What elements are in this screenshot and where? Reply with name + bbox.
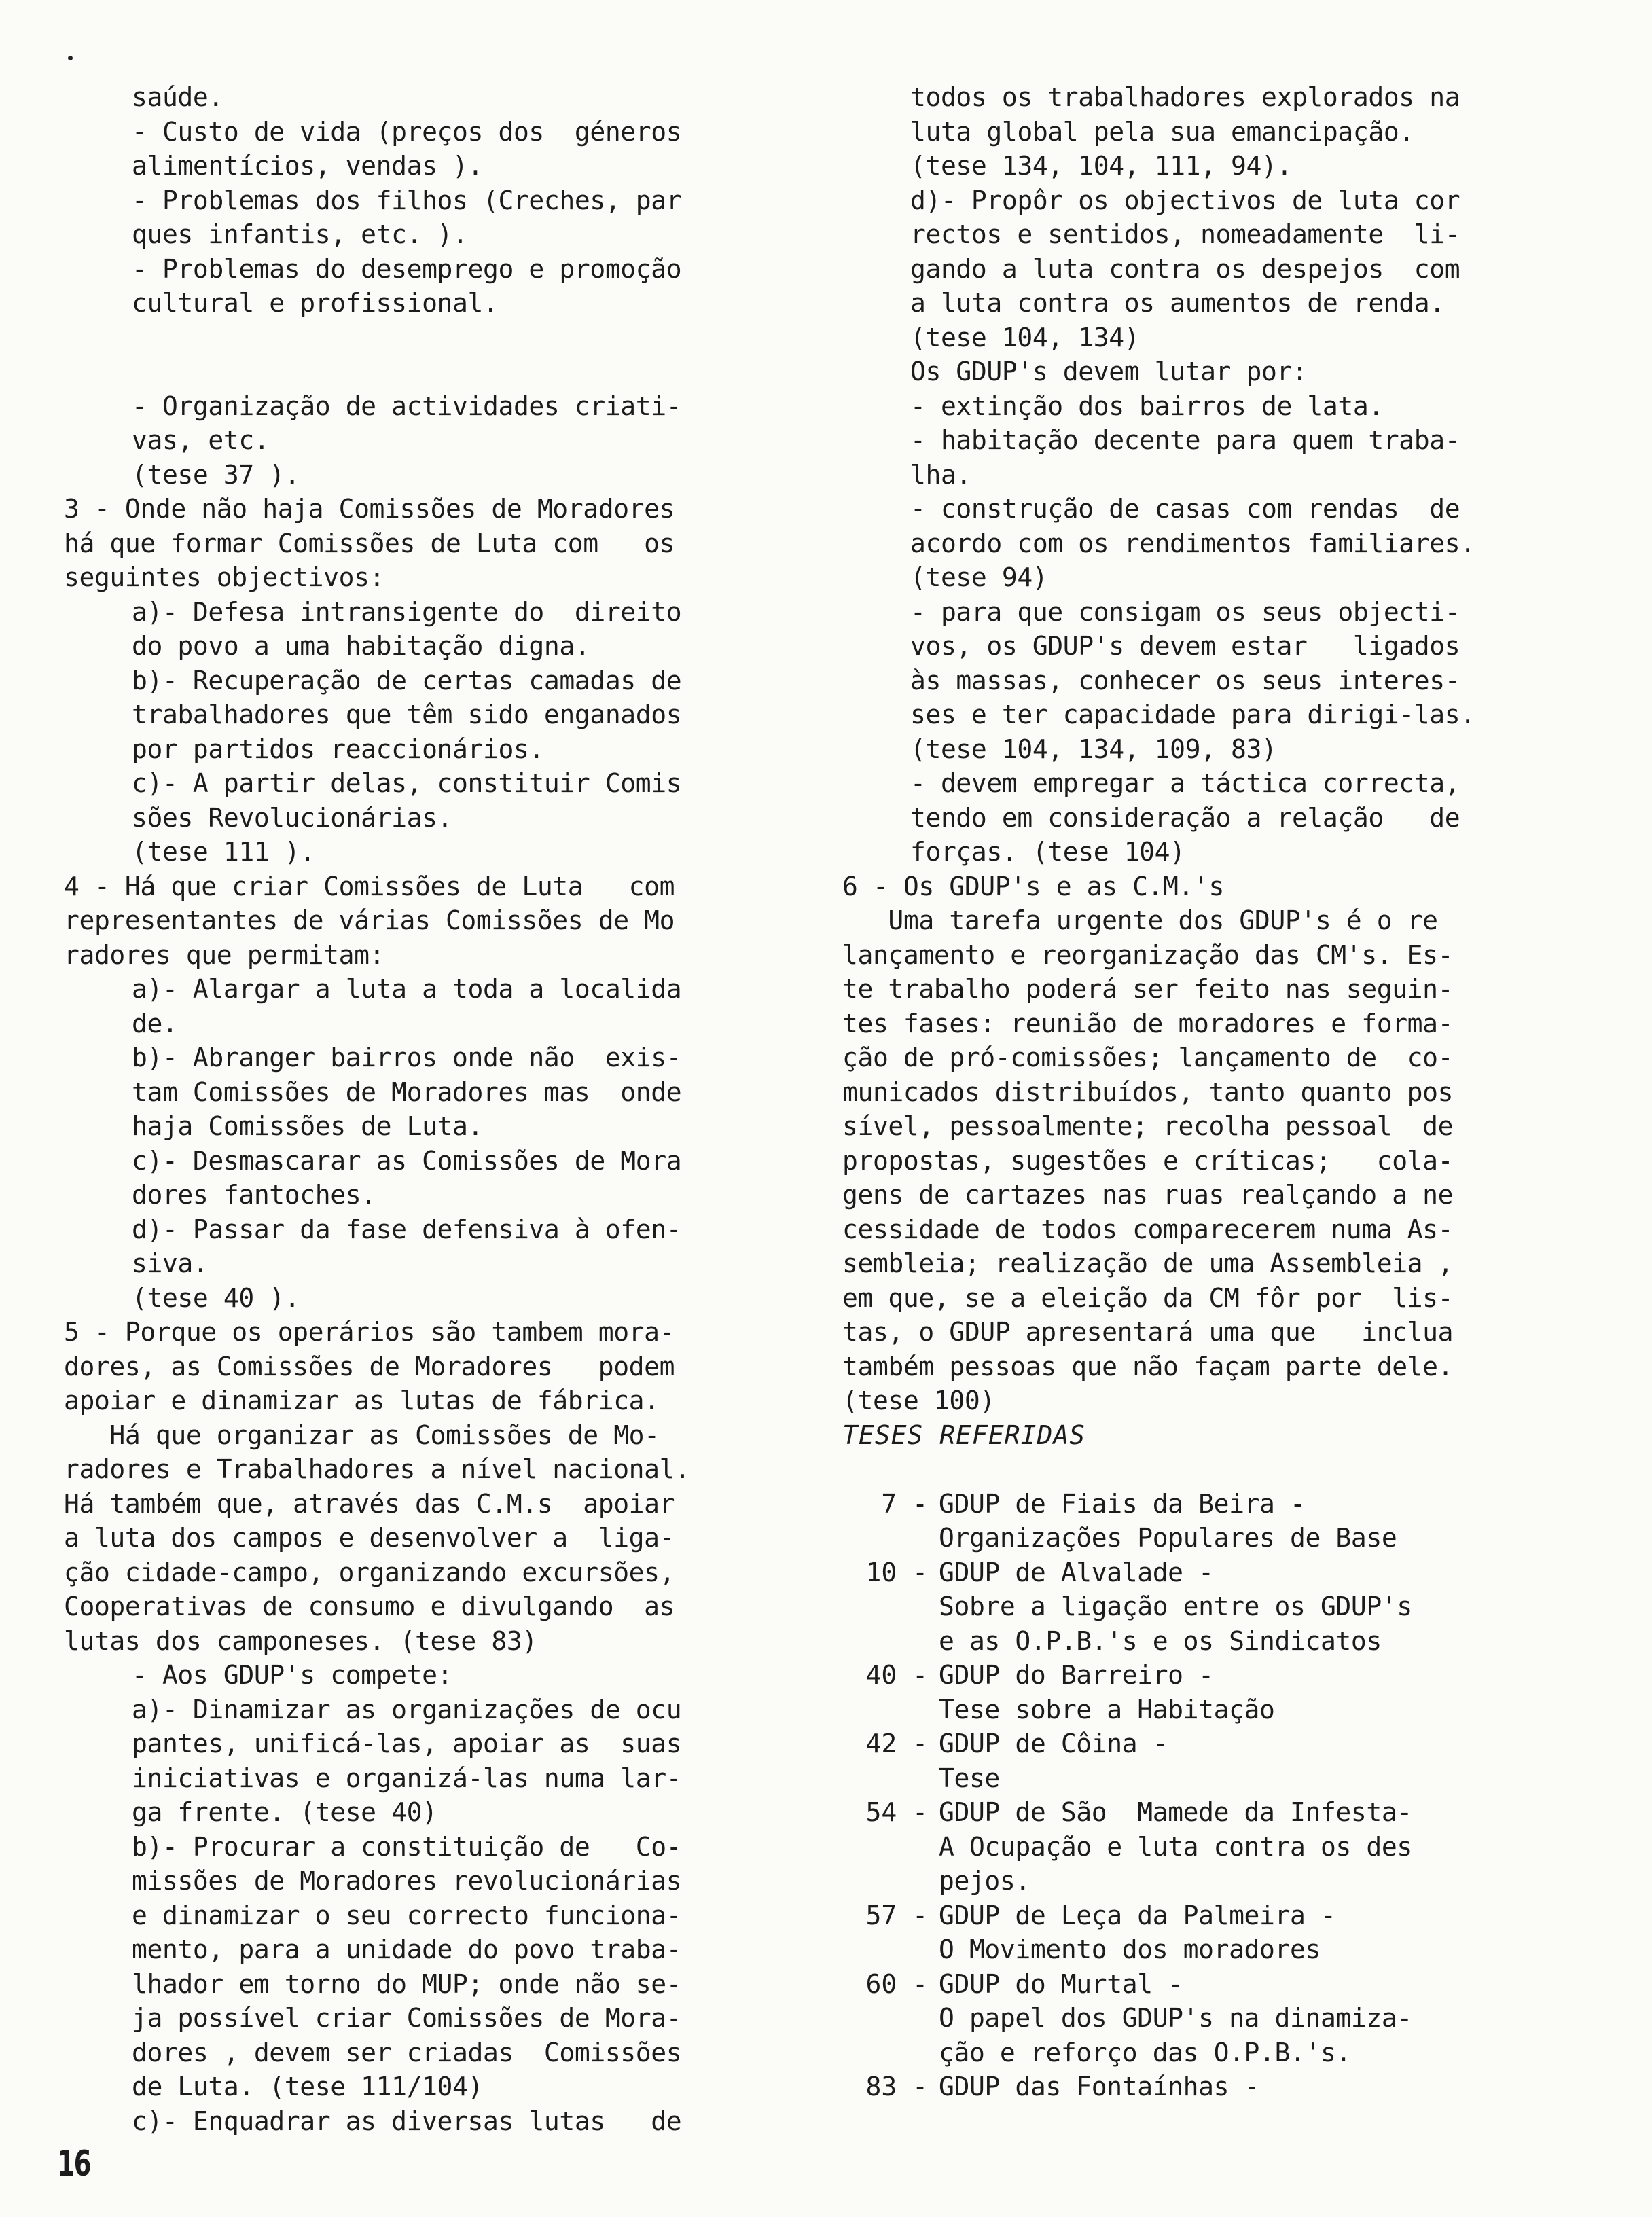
reference-line: O papel dos GDUP's na dinamiza-: [939, 2003, 1412, 2033]
text-line: alimentícios, vendas ).: [132, 151, 483, 181]
text-line: de Luta. (tese 111/104): [132, 2072, 483, 2102]
reference-line: GDUP do Barreiro -: [939, 1660, 1214, 1690]
text-line: siva.: [132, 1248, 209, 1278]
text-line: em que, se a eleição da CM fôr por lis-: [842, 1282, 1454, 1313]
reference-line: GDUP de Leça da Palmeira -: [939, 1900, 1336, 1930]
text-line: vas, etc.: [132, 425, 270, 455]
text-line: - Organização de actividades criati-: [132, 391, 682, 421]
text-line: por partidos reaccionários.: [132, 734, 544, 764]
text-line: Há também que, através das C.M.s apoiar: [64, 1488, 675, 1519]
reference-item: [842, 1658, 1549, 1727]
text-line: (tese 100): [842, 1386, 995, 1416]
reference-item: [842, 1487, 1549, 1555]
reference-line: GDUP do Murtal -: [939, 1968, 1183, 1999]
text-line: tes fases: reunião de moradores e forma-: [842, 1008, 1454, 1039]
text-line: b)- Procurar a constituição de Co-: [132, 1831, 682, 1862]
reference-text: [939, 1658, 1549, 1727]
text-line: sões Revolucionárias.: [132, 802, 453, 833]
text-line: a luta contra os aumentos de renda.: [910, 288, 1445, 318]
reference-line: Tese sobre a Habitação: [939, 1694, 1275, 1725]
reference-item: [842, 2070, 1549, 2104]
text-line: 4 - Há que criar Comissões de Luta com: [64, 871, 675, 901]
text-line: c)- Enquadrar as diversas lutas de: [132, 2106, 682, 2136]
text-line: propostas, sugestões e críticas; cola-: [842, 1145, 1454, 1176]
text-line: ques infantis, etc. ).: [132, 219, 468, 249]
text-line: cessidade de todos comparecerem numa As-: [842, 1214, 1454, 1244]
reference-line: Organizações Populares de Base: [939, 1523, 1397, 1553]
text-line: lançamento e reorganização das CM's. Es-: [842, 939, 1454, 970]
text-line: c)- A partir delas, constituir Comis: [132, 768, 682, 798]
text-line: sembleia; realização de uma Assembleia ,: [842, 1248, 1454, 1278]
reference-line: O Movimento dos moradores: [939, 1934, 1321, 1964]
reference-line: A Ocupação e luta contra os des: [939, 1831, 1412, 1862]
text-line: trabalhadores que têm sido enganados: [132, 700, 682, 729]
spacer: [842, 1452, 1549, 1487]
reference-line: GDUP de São Mamede da Infesta-: [939, 1797, 1412, 1827]
reference-item: [842, 1898, 1549, 1967]
text-line: municados distribuídos, tanto quanto pos: [842, 1077, 1454, 1107]
text-line: (tese 37 ).: [132, 459, 300, 490]
text-line: (tese 104, 134): [910, 322, 1140, 353]
text-line: seguintes objectivos:: [64, 562, 385, 592]
text-line: d)- Propôr os objectivos de luta cor: [910, 185, 1460, 215]
text-line: - Problemas dos filhos (Creches, par: [132, 185, 682, 215]
text-line: b)- Abranger bairros onde não exis-: [132, 1043, 682, 1073]
text-line: apoiar e dinamizar as lutas de fábrica.: [64, 1386, 660, 1416]
references-list: [842, 1487, 1549, 2104]
text-line: e dinamizar o seu correcto funciona-: [132, 1900, 682, 1930]
text-line: vos, os GDUP's devem estar ligados: [910, 631, 1460, 661]
text-line: dores fantoches.: [132, 1180, 376, 1210]
text-line: iniciativas e organizá-las numa lar-: [132, 1763, 682, 1793]
text-line: - Custo de vida (preços dos géneros: [132, 116, 682, 147]
text-line: tendo em consideração a relação de: [910, 802, 1460, 833]
text-line: dores , devem ser criadas Comissões: [132, 2037, 682, 2068]
reference-text: [939, 2070, 1549, 2104]
text-line: acordo com os rendimentos familiares.: [910, 528, 1475, 558]
reference-number: 54 -: [865, 1797, 928, 1827]
text-line: saúde.: [132, 82, 223, 112]
text-line: lhador em torno do MUP; onde não se-: [132, 1968, 682, 1999]
text-line: [64, 355, 757, 389]
text-line: (tese 111 ).: [132, 837, 315, 867]
reference-line: GDUP de Fiais da Beira -: [939, 1488, 1306, 1519]
reference-number: 7 -: [881, 1488, 928, 1519]
text-line: ção de pró-comissões; lançamento de co-: [842, 1043, 1454, 1073]
reference-line: GDUP de Côina -: [939, 1729, 1168, 1759]
text-line: rectos e sentidos, nomeadamente li-: [910, 219, 1460, 249]
text-line: - para que consigam os seus objecti-: [910, 596, 1460, 627]
text-line: também pessoas que não façam parte dele.: [842, 1351, 1454, 1382]
text-line: 5 - Porque os operários são tambem mora-: [64, 1317, 675, 1347]
text-line: todos os trabalhadores explorados na: [910, 82, 1460, 112]
right-column: [842, 80, 1549, 2104]
reference-line: pejos.: [939, 1866, 1030, 1896]
page-number: 16: [57, 2144, 91, 2184]
text-line: ção cidade-campo, organizando excursões,: [64, 1557, 675, 1587]
text-line: Os GDUP's devem lutar por:: [910, 357, 1308, 386]
text-line: lha.: [910, 459, 971, 490]
reference-number: 60 -: [865, 1968, 928, 1999]
reference-number: 83 -: [865, 2072, 928, 2102]
text-line: (tese 134, 104, 111, 94).: [910, 151, 1292, 181]
text-line: (tese 94): [910, 562, 1048, 592]
text-line: forças. (tese 104): [910, 837, 1185, 867]
right-column-body: [842, 80, 1549, 1418]
reference-line: GDUP das Fontaínhas -: [939, 2072, 1260, 2102]
reference-number: 42 -: [865, 1729, 928, 1759]
text-line: (tese 104, 134, 109, 83): [910, 734, 1277, 764]
reference-text: [939, 1898, 1549, 1967]
text-line: ga frente. (tese 40): [132, 1797, 437, 1827]
text-line: haja Comissões de Luta.: [132, 1111, 483, 1141]
text-line: c)- Desmascarar as Comissões de Mora: [132, 1145, 682, 1176]
text-line: - extinção dos bairros de lata.: [910, 391, 1384, 421]
text-line: do povo a uma habitação digna.: [132, 631, 590, 661]
text-line: [64, 321, 757, 355]
text-line: b)- Recuperação de certas camadas de: [132, 665, 682, 696]
text-line: pantes, unificá-las, apoiar as suas: [132, 1729, 682, 1759]
text-line: a)- Defesa intransigente do direito: [132, 596, 682, 627]
text-line: ja possível criar Comissões de Mora-: [132, 2003, 682, 2033]
text-line: - habitação decente para quem traba-: [910, 425, 1460, 455]
text-line: a)- Dinamizar as organizações de ocu: [132, 1694, 682, 1725]
reference-number: 40 -: [865, 1660, 928, 1690]
text-line: gens de cartazes nas ruas realçando a ne: [842, 1180, 1454, 1210]
text-line: representantes de várias Comissões de Mo: [64, 905, 675, 935]
reference-line: GDUP de Alvalade -: [939, 1557, 1214, 1587]
text-line: Uma tarefa urgente dos GDUP's é o re: [842, 905, 1438, 935]
text-line: a luta dos campos e desenvolver a liga-: [64, 1523, 675, 1553]
text-line: lutas dos camponeses. (tese 83): [64, 1625, 537, 1656]
text-line: d)- Passar da fase defensiva à ofen-: [132, 1214, 682, 1244]
text-line: - Aos GDUP's compete:: [132, 1660, 453, 1690]
reference-line: e as O.P.B.'s e os Sindicatos: [939, 1625, 1382, 1656]
reference-item: [842, 1967, 1549, 2070]
text-line: (tese 40 ).: [132, 1282, 300, 1313]
text-line: 6 - Os GDUP's e as C.M.'s: [842, 871, 1224, 901]
text-line: às massas, conhecer os seus interes-: [910, 665, 1460, 696]
text-line: Cooperativas de consumo e divulgando as: [64, 1591, 675, 1621]
text-line: há que formar Comissões de Luta com os: [64, 528, 675, 558]
text-line: de.: [132, 1008, 178, 1039]
text-line: mento, para a unidade do povo traba-: [132, 1934, 682, 1964]
reference-number: 10 -: [865, 1557, 928, 1587]
reference-text: [939, 1487, 1549, 1555]
text-line: Há que organizar as Comissões de Mo-: [64, 1420, 660, 1450]
text-line: gando a luta contra os despejos com: [910, 253, 1460, 284]
reference-number: 57 -: [865, 1900, 928, 1930]
text-line: radores que permitam:: [64, 939, 385, 970]
text-line: missões de Moradores revolucionárias: [132, 1866, 682, 1896]
reference-item: [842, 1555, 1549, 1659]
reference-line: ção e reforço das O.P.B.'s.: [939, 2037, 1351, 2068]
text-line: 3 - Onde não haja Comissões de Moradores: [64, 494, 675, 524]
text-line: sível, pessoalmente; recolha pessoal de: [842, 1111, 1454, 1141]
reference-text: [939, 1555, 1549, 1659]
text-line: tam Comissões de Moradores mas onde: [132, 1077, 682, 1107]
text-line: - Problemas do desemprego e promoção: [132, 253, 682, 284]
reference-line: Sobre a ligação entre os GDUP's: [939, 1591, 1412, 1621]
reference-text: [939, 1795, 1549, 1898]
text-line: luta global pela sua emancipação.: [910, 116, 1414, 147]
references-heading: TESES REFERIDAS: [842, 1420, 1086, 1450]
text-line: tas, o GDUP apresentará uma que inclua: [842, 1317, 1454, 1347]
reference-item: [842, 1727, 1549, 1795]
reference-text: [939, 1967, 1549, 2070]
text-line: - devem empregar a táctica correcta,: [910, 768, 1460, 798]
reference-item: [842, 1795, 1549, 1898]
reference-line: Tese: [939, 1763, 1000, 1793]
text-line: - construção de casas com rendas de: [910, 494, 1460, 524]
text-line: a)- Alargar a luta a toda a localida: [132, 974, 682, 1004]
text-line: radores e Trabalhadores a nível nacional.: [64, 1454, 690, 1484]
speck-mark: [68, 56, 73, 60]
reference-text: [939, 1727, 1549, 1795]
text-line: ses e ter capacidade para dirigi-las.: [910, 700, 1475, 729]
text-line: cultural e profissional.: [132, 288, 499, 318]
left-column: [64, 80, 757, 2138]
text-line: te trabalho poderá ser feito nas seguin-: [842, 974, 1454, 1004]
text-line: dores, as Comissões de Moradores podem: [64, 1351, 675, 1382]
